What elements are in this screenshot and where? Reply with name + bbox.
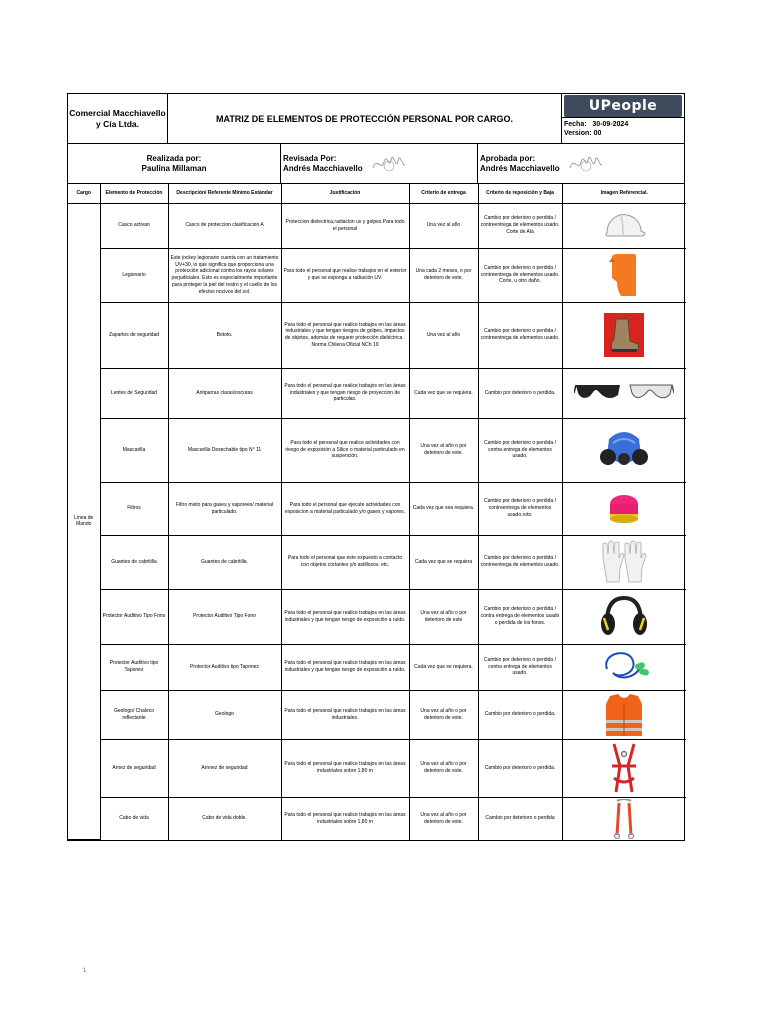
- imagen-cell: [562, 589, 686, 644]
- reposicion-cell: Cambio por deterioro o perdida.: [478, 368, 562, 418]
- col-header-imagen: Imagen Referencial.: [562, 184, 686, 203]
- imagen-cell: [562, 482, 686, 535]
- elemento-cell: Cabo de vida: [100, 797, 168, 840]
- earplugs-icon: [565, 649, 685, 685]
- entrega-cell: Una vez al año: [409, 302, 478, 368]
- imagen-cell: [562, 248, 686, 302]
- col-header-cargo: Cargo: [68, 184, 100, 203]
- justificacion-cell: Para todo el personal que realice trabajos en las áreas industriales sobre 1,80 m: [281, 739, 409, 797]
- safety-glasses-icon: [565, 379, 685, 407]
- table-row: [68, 368, 686, 418]
- justificacion-cell: Para todo el personal que realice trabajos en las áreas industriales.: [281, 690, 409, 739]
- entrega-cell: Cada vez que se requiera: [409, 535, 478, 589]
- imagen-cell: [562, 644, 686, 690]
- imagen-cell: [562, 203, 686, 248]
- table-row: [68, 248, 686, 302]
- realizada-block: [68, 144, 281, 183]
- table-header-row: [68, 184, 686, 203]
- table-row: [68, 302, 686, 368]
- filter-cartridge-icon: [565, 492, 685, 526]
- reflective-vest-icon: [565, 692, 685, 738]
- entrega-cell: Una vez al año o por deterioro de este.: [409, 418, 478, 482]
- aprobada-label: Aprobada por:: [480, 153, 536, 163]
- imagen-cell: [562, 368, 686, 418]
- reposicion-cell: Cambio por deterioro o perdida.: [478, 690, 562, 739]
- fecha-value: 30-09-2024: [592, 121, 629, 128]
- table-row: [68, 482, 686, 535]
- signature-scribble: [371, 154, 407, 174]
- reposicion-cell: Cambio por deterioro o perdida / contra entrega de elementos usado o perdida de los fonos.: [478, 589, 562, 644]
- reposicion-cell: Cambio por deterioro o perdida / contreentrega de elementos usado. Corte de Ala: [478, 203, 562, 248]
- reposicion-cell: Cambio por deterioro o perdida: [478, 797, 562, 840]
- elemento-cell: Protector Auditivo Tipo Fono: [100, 589, 168, 644]
- justificacion-cell: Para todo el personal que realice trabajos en las áreas industriales y que tengan riesgo de proyeccion de particulas.: [281, 368, 409, 418]
- elemento-cell: Mascarilla: [100, 418, 168, 482]
- realizada-label: Realizada por:: [146, 153, 202, 163]
- earmuffs-icon: [565, 596, 685, 638]
- version-line: [564, 129, 682, 138]
- table-row: [68, 418, 686, 482]
- descripcion-cell: Guantes de cabritilla.: [168, 535, 281, 589]
- reposicion-cell: Cambio por deterioro o perdida / contreentrega de elementos usado.: [478, 302, 562, 368]
- entrega-cell: Cada vez que sea requiera.: [409, 482, 478, 535]
- signature-row: [68, 144, 684, 184]
- elemento-cell: Legionario: [100, 248, 168, 302]
- entrega-cell: Cada vez que se requiera.: [409, 644, 478, 690]
- realizada-name: Paulina Millaman: [141, 163, 207, 173]
- document-header: [68, 94, 684, 144]
- elemento-cell: Arnez de seguridad: [100, 739, 168, 797]
- fecha-label: Fecha:: [564, 121, 587, 128]
- imagen-cell: [562, 418, 686, 482]
- descripcion-cell: Casco de proteccion clasificacion A: [168, 203, 281, 248]
- version-label: Version:: [564, 130, 592, 138]
- reposicion-cell: Cambio por deterioro o perdida / contra entrega de elementos usado.: [478, 418, 562, 482]
- signature-scribble: [568, 154, 604, 174]
- imagen-cell: [562, 535, 686, 589]
- descripcion-cell: Este jockey legionario cuenta con un tratamiento UV+30, lo que significa que proporciona una protección adicional contra los rayos solares perjudiciales. Esto es especialmente importante para proteger la piel del rostro y el cuello de los efectos nocivos del sol.: [168, 248, 281, 302]
- descripcion-cell: Cabo de vida doble.: [168, 797, 281, 840]
- logo-container: [562, 94, 684, 118]
- justificacion-cell: Para todo el personal que realice trabajos en las áreas industriales y que tengan riesgo de exposición a ruido.: [281, 644, 409, 690]
- col-header-descripcion: Descripción/ Referente Mínimo Estándar: [168, 184, 281, 203]
- imagen-cell: [562, 690, 686, 739]
- helmet-icon: [565, 211, 685, 241]
- entrega-cell: Una vez al año o por deterioro de este: [409, 589, 478, 644]
- descripcion-cell: Antiparras claras/oscuras: [168, 368, 281, 418]
- entrega-cell: Una vez al año: [409, 203, 478, 248]
- aprobada-name: Andrés Macchiavello: [480, 163, 560, 173]
- table-row: [68, 589, 686, 644]
- safety-boot-icon: [565, 313, 685, 357]
- justificacion-cell: Para todo el personal que realice trabajos en las áreas industriales y que tengan riesgos de golpes, impactos de objetos, además de requerir protección dieléctrica . Norma Chilena Oficial NCh 19: [281, 302, 409, 368]
- imagen-cell: [562, 739, 686, 797]
- justificacion-cell: Para todo el personal que realice trabajos en las áreas industriales y que tengan riesgo de exposición a ruido.: [281, 589, 409, 644]
- document-meta: [562, 94, 684, 143]
- elemento-cell: Guantes de cabritilla: [100, 535, 168, 589]
- justificacion-cell: Para todo el personal que realice trabajos en el exterior y que se exponga a radiación UV.: [281, 248, 409, 302]
- table-row: [68, 203, 686, 248]
- descripcion-cell: Protector Auditivo Tipo Fono: [168, 589, 281, 644]
- lanyard-icon: [565, 799, 685, 839]
- gloves-icon: [565, 540, 685, 584]
- legionnaire-cap-icon: [565, 252, 685, 298]
- ppe-table: [68, 184, 686, 840]
- entrega-cell: Una vez al año o por deterioro de este.: [409, 690, 478, 739]
- version-value: 00: [593, 130, 602, 138]
- table-row: [68, 644, 686, 690]
- justificacion-cell: Proteccion dielectrica,radiacion uv y golpes.Para todo el personal: [281, 203, 409, 248]
- justificacion-cell: Para todo el personal que realice trabajos en las áreas industriales sobre 1,80 m: [281, 797, 409, 840]
- page-number: 1: [83, 968, 87, 974]
- table-row: [68, 690, 686, 739]
- col-header-reposicion: Criterio de reposición y Baja: [478, 184, 562, 203]
- descripcion-cell: Bototo.: [168, 302, 281, 368]
- reposicion-cell: Cambio por deterioro o perdida / contreentrega de elementos usado. Corte, u otro daño.: [478, 248, 562, 302]
- table-row: [68, 797, 686, 840]
- revisada-block: [281, 144, 478, 183]
- justificacion-cell: Para todo el personal que este expuesto a contacto con objetos cortantes y/o astillosos. etc.: [281, 535, 409, 589]
- aprobada-block: [478, 144, 684, 183]
- elemento-cell: Filtros: [100, 482, 168, 535]
- entrega-cell: Una vez al año o por deterioro de este.: [409, 797, 478, 840]
- entrega-cell: Cada vez que se requiera.: [409, 368, 478, 418]
- revisada-name: Andrés Macchiavello: [283, 163, 363, 173]
- imagen-cell: [562, 797, 686, 840]
- upeople-logo: UPeople: [564, 95, 682, 117]
- revisada-label: Revisada Por:: [283, 153, 337, 163]
- descripcion-cell: Filtro mixto para gases y vaporees/ material particulado.: [168, 482, 281, 535]
- company-name: Comercial Macchiavello y Cía Ltda.: [68, 94, 168, 143]
- elemento-cell: Lentes de Seguridad: [100, 368, 168, 418]
- meta-lines: [562, 118, 684, 141]
- table-body: [68, 203, 686, 840]
- fecha-line: [564, 120, 682, 129]
- col-header-entrega: Criterio de entrega: [409, 184, 478, 203]
- col-header-justificacion: Justificación: [281, 184, 409, 203]
- cargo-cell: Linea de Mando: [68, 203, 100, 840]
- elemento-cell: Geologo/ Chaleco reflectante: [100, 690, 168, 739]
- document-title: MATRIZ DE ELEMENTOS DE PROTECCIÓN PERSONAL POR CARGO.: [168, 94, 562, 143]
- descripcion-cell: Protector Auditivo tipo Taponez: [168, 644, 281, 690]
- descripcion-cell: Mascarilla Desechable tipo N° 11: [168, 418, 281, 482]
- col-header-elemento: Elemento de Protección: [100, 184, 168, 203]
- justificacion-cell: Para todo el personal que ejecute actividades con exposicion a material particulado y/o gases y vapores.: [281, 482, 409, 535]
- reposicion-cell: Cambio por deterioro o perdida.: [478, 739, 562, 797]
- imagen-cell: [562, 302, 686, 368]
- respirator-mask-icon: [565, 425, 685, 475]
- reposicion-cell: Cambio por deterioro o perdida / contreentrega de elementos usado.roto.: [478, 482, 562, 535]
- descripcion-cell: Geologo: [168, 690, 281, 739]
- table-row: [68, 739, 686, 797]
- ppe-matrix-sheet: [67, 93, 685, 841]
- entrega-cell: Una vez al año o por deterioro de este.: [409, 739, 478, 797]
- entrega-cell: Una cada 2 meses, o por deterioro de este.: [409, 248, 478, 302]
- justificacion-cell: Para todo el personal que realice actividades con riesgo de exposición a Silice o material particulado en suspención.: [281, 418, 409, 482]
- table-row: [68, 535, 686, 589]
- reposicion-cell: Cambio por deterioro o perdida / contra entrega de elementos usado.: [478, 644, 562, 690]
- elemento-cell: Zapartos de seguridad: [100, 302, 168, 368]
- reposicion-cell: Cambio por deterioro o perdida / contreentrega de elementos usado.: [478, 535, 562, 589]
- descripcion-cell: Arnnez de seguridad: [168, 739, 281, 797]
- elemento-cell: Casco activan: [100, 203, 168, 248]
- safety-harness-icon: [565, 742, 685, 794]
- elemento-cell: Protector Auditivo tipo Taponez: [100, 644, 168, 690]
